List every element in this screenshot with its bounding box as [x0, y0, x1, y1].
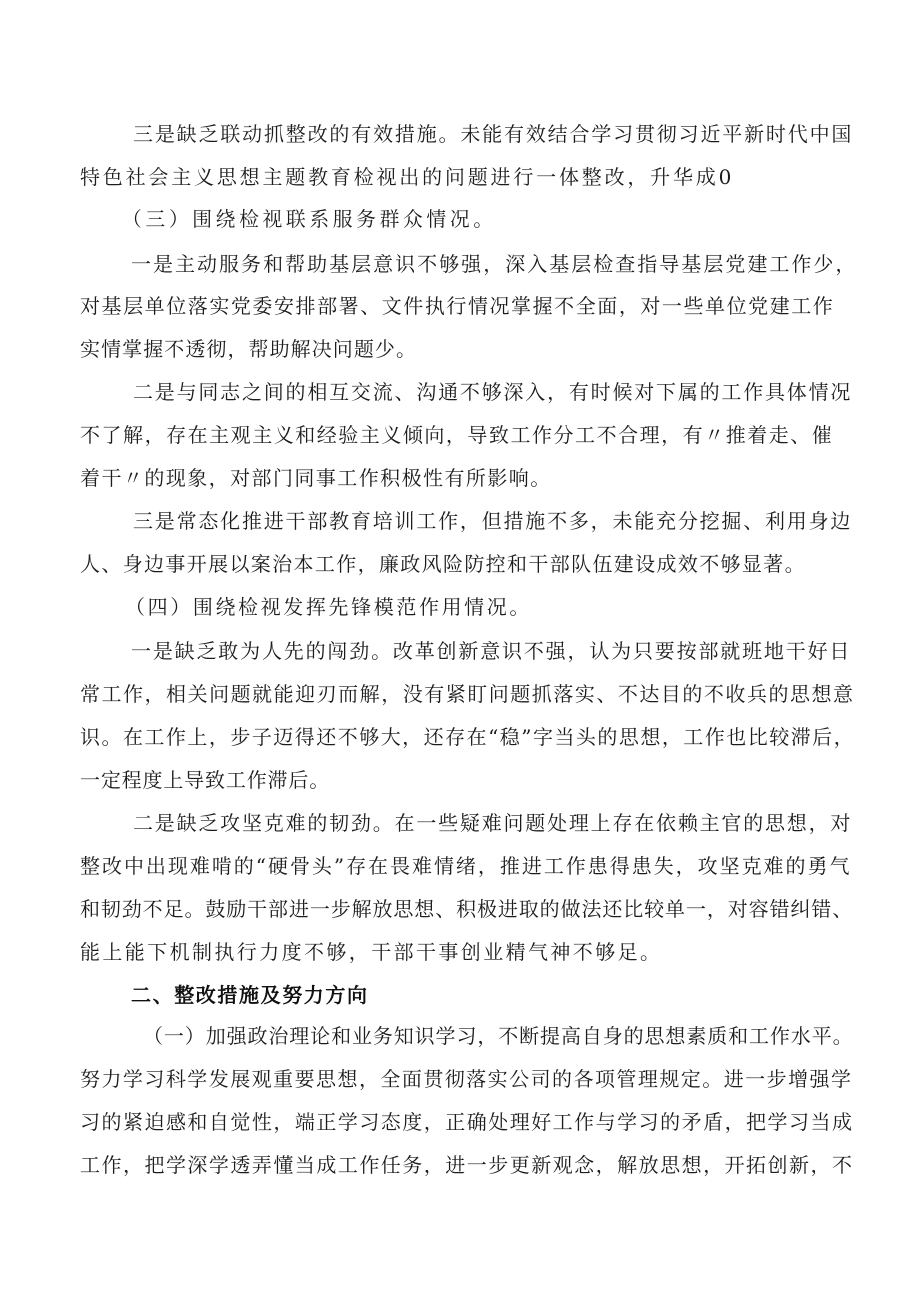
- text-line: 二是缺乏攻坚克难的韧劲。在一些疑难问题处理上存在依赖主官的思想，对: [133, 811, 853, 835]
- text-line: 识。在工作上，步子迈得还不够大，还存在“稳”字当头的思想，工作也比较滞后，: [80, 725, 856, 749]
- section-heading: 二、整改措施及努力方向: [131, 983, 369, 1007]
- text-line: 和韧劲不足。鼓励干部进一步解放思想、积极进取的做法还比较单一，对容错纠错、: [80, 897, 854, 921]
- text-line: 工作，把学深学透弄懂当成工作任务，进一步更新观念，解放思想，开拓创新，不: [80, 1153, 854, 1177]
- text-line: 三是缺乏联动抓整改的有效措施。未能有效结合学习贯彻习近平新时代中国: [133, 122, 854, 146]
- subheading-4: （四）围绕检视发挥先锋模范作用情况。: [125, 595, 533, 619]
- text-line: 着干〃的现象，对部门同事工作积极性有所影响。: [80, 466, 552, 490]
- text-line: 一是主动服务和帮助基层意识不够强，深入基层检查指导基层党建工作少，: [131, 252, 858, 276]
- text-line: 努力学习科学发展观重要思想，全面贯彻落实公司的各项管理规定。进一步增强学: [80, 1067, 853, 1091]
- text-line: 三是常态化推进干部教育培训工作，但措施不多，未能充分挖掘、利用身边: [133, 509, 853, 533]
- text-line: 特色社会主义思想主题教育检视出的问题进行一体整改，升华成0: [80, 165, 735, 189]
- text-line: 整改中出现难啃的“硬骨头”存在畏难情绪，推进工作患得患失，攻坚克难的勇气: [80, 854, 852, 878]
- text-line: 一是缺乏敢为人先的闯劲。改革创新意识不强，认为只要按部就班地干好日: [131, 639, 852, 663]
- text-line: 实情掌握不透彻，帮助解决问题少。: [80, 337, 418, 361]
- text-line: 对基层单位落实党委安排部署、文件执行情况掌握不全面，对一些单位党建工作: [80, 294, 835, 318]
- text-line: （一）加强政治理论和业务知识学习，不断提高自身的思想素质和工作水平。: [143, 1024, 854, 1048]
- text-line: 能上能下机制执行力度不够，干部干事创业精气神不够足。: [80, 940, 663, 964]
- text-line: 二是与同志之间的相互交流、沟通不够深入，有时候对下属的工作具体情况: [133, 380, 853, 404]
- subheading-3: （三）围绕检视联系服务群众情况。: [122, 207, 497, 231]
- text-line: 人、身边事开展以案治本工作，廉政风险防控和干部队伍建设成效不够显著。: [80, 552, 806, 576]
- text-line: 习的紧迫感和自觉性，端正学习态度，正确处理好工作与学习的矛盾，把学习当成: [80, 1110, 854, 1134]
- text-line: 常工作，相关问题就能迎刃而解，没有紧盯问题抓落实、不达目的不收兵的思想意: [80, 682, 855, 706]
- text-line: 一定程度上导致工作滞后。: [80, 768, 331, 792]
- text-line: 不了解，存在主观主义和经验主义倾向，导致工作分工不合理，有〃推着走、催: [80, 423, 834, 447]
